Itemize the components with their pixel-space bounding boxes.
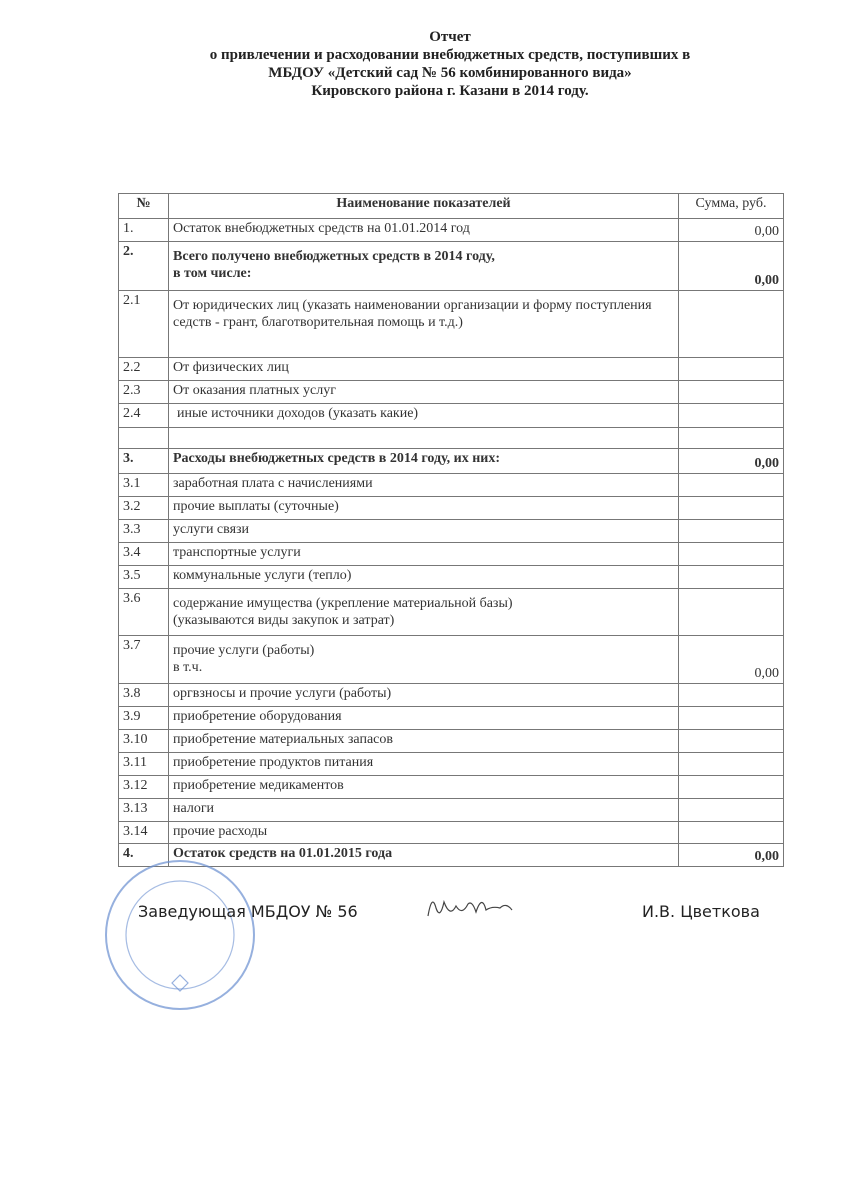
row-name (169, 219, 679, 242)
row-name (169, 589, 679, 636)
header-name: Наименование показателей (169, 194, 679, 219)
row-name (169, 404, 679, 428)
row-name (169, 753, 679, 776)
row-sum (679, 822, 784, 844)
row-sum: 0,00 (679, 449, 784, 474)
table-row (119, 566, 784, 589)
row-name-text-2: в т.ч. (173, 660, 203, 675)
table-row (119, 730, 784, 753)
row-num: 3.5 (119, 566, 169, 589)
row-sum: 0,00 (679, 242, 784, 291)
signatory-name: И.В. Цветкова (642, 902, 760, 921)
row-num: 4. (119, 844, 169, 867)
row-sum (679, 428, 784, 449)
table-row (119, 474, 784, 497)
row-name-text: налоги (173, 801, 215, 816)
row-name-text: От физических лиц (173, 360, 289, 375)
row-name (169, 684, 679, 707)
table-row (119, 684, 784, 707)
table-row (119, 707, 784, 730)
row-name (169, 822, 679, 844)
row-name-text: приобретение материальных запасов (173, 732, 393, 747)
row-name-text-2: в том числе: (173, 266, 252, 281)
row-sum (679, 543, 784, 566)
row-name-text: заработная плата с начислениями (173, 476, 373, 491)
row-name (169, 428, 679, 449)
table-row (119, 381, 784, 404)
official-stamp (100, 855, 260, 1015)
row-num: 3. (119, 449, 169, 474)
row-sum (679, 520, 784, 543)
row-name (169, 449, 679, 474)
row-sum (679, 730, 784, 753)
row-sum (679, 707, 784, 730)
table-row (119, 822, 784, 844)
stamp-inner-ring (126, 881, 234, 989)
row-name (169, 497, 679, 520)
row-name-text: прочие услуги (работы) (173, 643, 315, 658)
row-name (169, 730, 679, 753)
row-name (169, 566, 679, 589)
table-row (119, 589, 784, 636)
table-row (119, 636, 784, 684)
row-name (169, 799, 679, 822)
row-name-text: Всего получено внебюджетных средств в 2014 году, (173, 249, 495, 264)
row-num (119, 428, 169, 449)
row-name (169, 543, 679, 566)
row-name-text: иные источники доходов (указать какие) (177, 406, 419, 421)
row-name-text: От юридических лиц (указать наименовании организации и форму поступления седств - грант, благотворительная помощь и т.д.) (173, 298, 652, 330)
table-row (119, 520, 784, 543)
table-row (119, 753, 784, 776)
row-name (169, 291, 679, 358)
header-sum: Сумма, руб. (679, 194, 784, 219)
row-name (169, 381, 679, 404)
row-name-text: услуги связи (173, 522, 250, 537)
table-row (119, 358, 784, 381)
row-num: 3.11 (119, 753, 169, 776)
row-num: 3.13 (119, 799, 169, 822)
row-sum (679, 776, 784, 799)
row-num: 3.1 (119, 474, 169, 497)
row-sum (679, 474, 784, 497)
row-num: 3.12 (119, 776, 169, 799)
row-num: 3.4 (119, 543, 169, 566)
row-num: 3.9 (119, 707, 169, 730)
row-name-text: приобретение оборудования (173, 709, 342, 724)
row-num: 3.2 (119, 497, 169, 520)
row-sum (679, 799, 784, 822)
table-row (119, 428, 784, 449)
row-name-text: приобретение медикаментов (173, 778, 344, 793)
stamp-outer-ring (106, 861, 254, 1009)
title-heading: Отчет (429, 29, 471, 45)
row-sum (679, 381, 784, 404)
row-sum (679, 753, 784, 776)
table-row (119, 291, 784, 358)
table-row (119, 219, 784, 242)
header-num: № (119, 194, 169, 219)
table-row (119, 449, 784, 474)
row-sum (679, 589, 784, 636)
row-name (169, 474, 679, 497)
row-num: 3.10 (119, 730, 169, 753)
row-name-text: От оказания платных услуг (173, 383, 336, 398)
row-sum: 0,00 (679, 219, 784, 242)
row-num: 3.7 (119, 636, 169, 684)
row-num: 2. (119, 242, 169, 291)
row-sum (679, 291, 784, 358)
row-sum: 0,00 (679, 844, 784, 867)
row-name (169, 358, 679, 381)
table-row (119, 543, 784, 566)
row-name-text: приобретение продуктов питания (173, 755, 374, 770)
handwritten-signature (420, 888, 520, 928)
row-sum (679, 684, 784, 707)
row-num: 2.3 (119, 381, 169, 404)
row-sum (679, 404, 784, 428)
title-line-2: МБДОУ «Детский сад № 56 комбинированного вида» (268, 65, 632, 81)
row-name-text-2: (указываются виды закупок и затрат) (173, 613, 395, 628)
row-name (169, 520, 679, 543)
title-line-3: Кировского района г. Казани в 2014 году. (311, 83, 589, 99)
row-num: 3.3 (119, 520, 169, 543)
table-row (119, 497, 784, 520)
row-name-text: прочие расходы (173, 824, 268, 839)
row-num: 2.1 (119, 291, 169, 358)
row-name (169, 707, 679, 730)
row-name-text: коммунальные услуги (тепло) (173, 568, 352, 583)
table-row (119, 799, 784, 822)
row-name-text: Остаток средств на 01.01.2015 года (173, 846, 393, 861)
row-name-text: транспортные услуги (173, 545, 301, 560)
row-num: 2.4 (119, 404, 169, 428)
row-name-text: прочие выплаты (суточные) (173, 499, 339, 514)
signatory-position: Заведующая МБДОУ № 56 (138, 902, 358, 921)
row-name (169, 636, 679, 684)
table-row (119, 776, 784, 799)
row-num: 3.14 (119, 822, 169, 844)
row-num: 3.6 (119, 589, 169, 636)
row-name-text: содержание имущества (укрепление материальной базы) (173, 596, 513, 611)
row-sum (679, 497, 784, 520)
table-row (119, 242, 784, 291)
row-sum: 0,00 (679, 636, 784, 684)
row-sum (679, 358, 784, 381)
report-table (118, 193, 784, 867)
document-title (150, 28, 750, 100)
row-name-text: оргвзносы и прочие услуги (работы) (173, 686, 392, 701)
row-name (169, 776, 679, 799)
row-num: 1. (119, 219, 169, 242)
row-sum (679, 566, 784, 589)
title-line-1: о привлечении и расходовании внебюджетных средств, поступивших в (209, 47, 691, 63)
row-name-text: Расходы внебюджетных средств в 2014 году, их них: (173, 451, 501, 466)
row-num: 2.2 (119, 358, 169, 381)
row-name-text: Остаток внебюджетных средств на 01.01.2014 год (173, 221, 470, 236)
table-row (119, 404, 784, 428)
row-num: 3.8 (119, 684, 169, 707)
row-name (169, 242, 679, 291)
